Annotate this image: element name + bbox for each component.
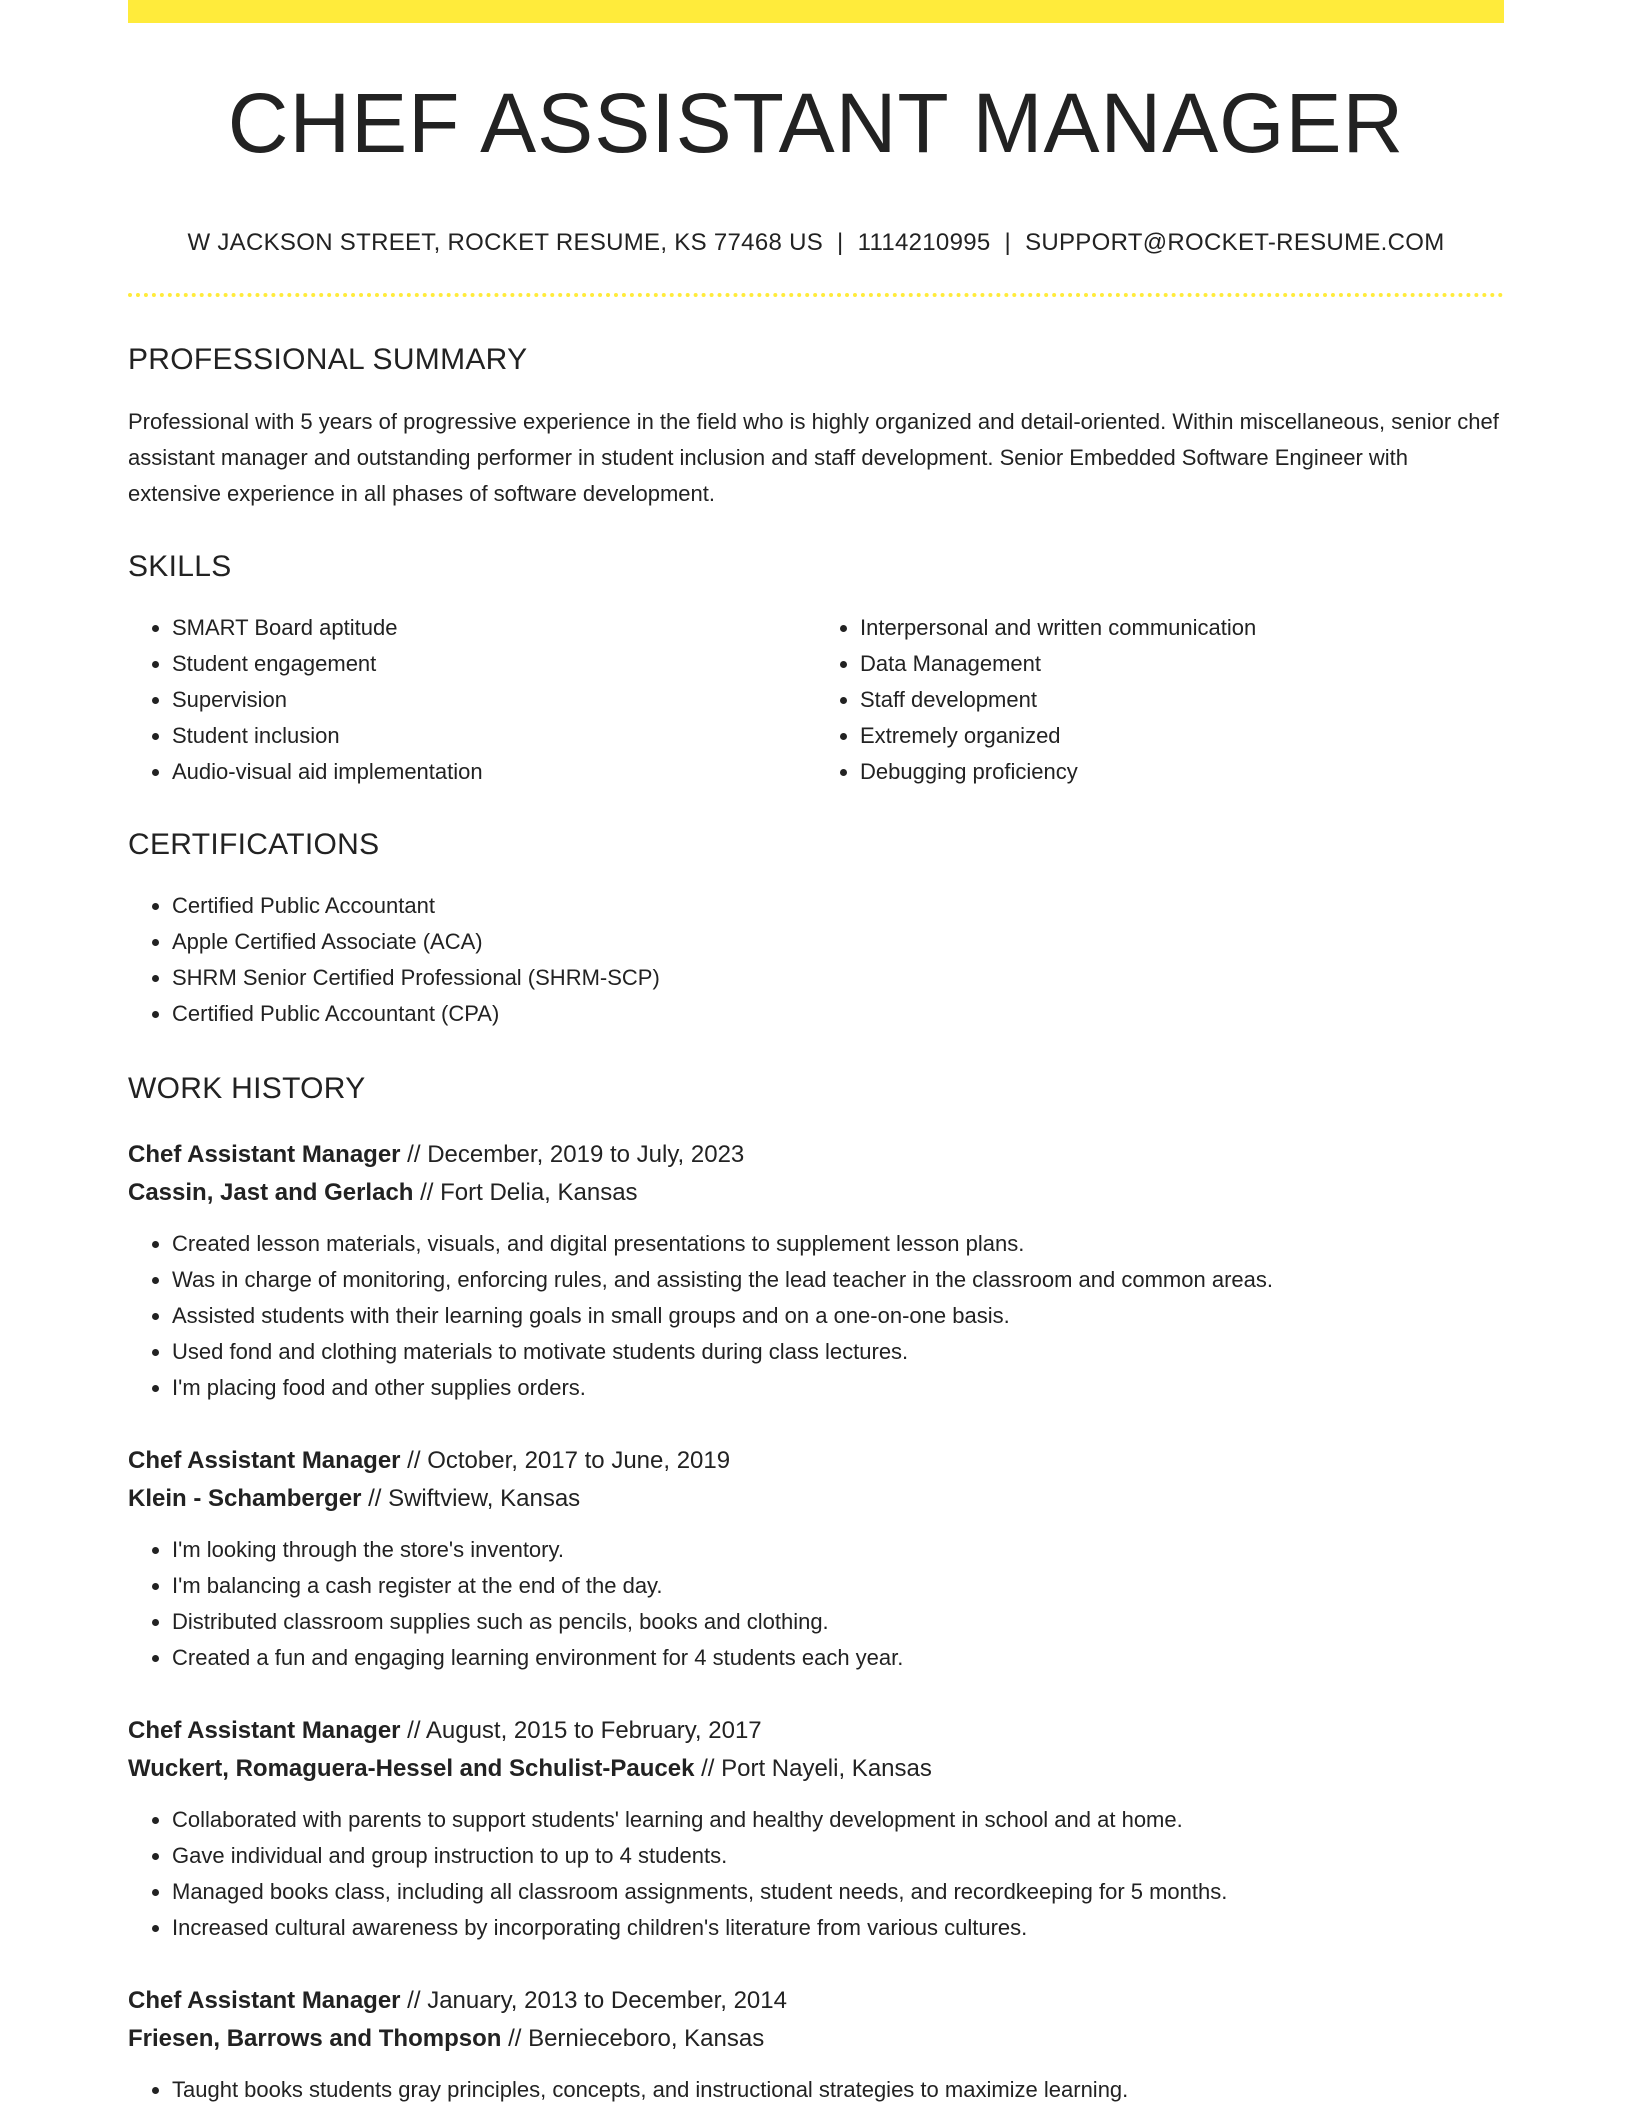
contact-address: W JACKSON STREET, ROCKET RESUME, KS 77468 US (187, 229, 824, 256)
job-role-line (128, 1442, 1504, 1480)
job-company-line (128, 1750, 1504, 1788)
certifications-heading: CERTIFICATIONS (128, 828, 380, 861)
job-bullet: • Created a fun and engaging learning environment for 4 students each year. (172, 1640, 1504, 1676)
job-bullet: • Taught books students gray principles, concepts, and instructional strategies to maximize learning. (172, 2072, 1504, 2108)
work-history-heading: WORK HISTORY (128, 1072, 366, 1105)
job-bullet: • Distributed classroom supplies such as pencils, books and clothing. (172, 1604, 1504, 1640)
certification-item: • Apple Certified Associate (ACA) (172, 924, 1504, 960)
skill-item: • Extremely organized (860, 718, 1504, 754)
job-bullets (128, 2072, 1504, 2108)
certification-item: • SHRM Senior Certified Professional (SHRM-SCP) (172, 960, 1504, 996)
job-dates: // August, 2015 to February, 2017 (400, 1717, 762, 1744)
skill-item: • Data Management (860, 646, 1504, 682)
job-entry (128, 1442, 1504, 1676)
skill-item: • SMART Board aptitude (172, 610, 816, 646)
job-role: Chef Assistant Manager (128, 1987, 401, 2014)
job-company: Friesen, Barrows and Thompson (128, 2025, 502, 2052)
job-location: // Swiftview, Kansas (361, 1485, 581, 1512)
job-bullet: • Created lesson materials, visuals, and digital presentations to supplement lesson plans. (172, 1226, 1504, 1262)
job-bullet: • I'm balancing a cash register at the end of the day. (172, 1568, 1504, 1604)
job-dates: // October, 2017 to June, 2019 (400, 1447, 731, 1474)
job-dates: // December, 2019 to July, 2023 (400, 1141, 745, 1168)
contact-email: SUPPORT@ROCKET-RESUME.COM (1025, 229, 1445, 256)
job-entry (128, 1982, 1504, 2108)
job-bullet: • Increased cultural awareness by incorporating children's literature from various cultures. (172, 1910, 1504, 1946)
job-bullet: • Used fond and clothing materials to motivate students during class lectures. (172, 1334, 1504, 1370)
skill-item: • Interpersonal and written communication (860, 610, 1504, 646)
job-bullet: • I'm placing food and other supplies orders. (172, 1370, 1504, 1406)
job-location: // Port Nayeli, Kansas (694, 1755, 932, 1782)
job-bullet: • Was in charge of monitoring, enforcing rules, and assisting the lead teacher in the classroom and common areas. (172, 1262, 1504, 1298)
resume-name: CHEF ASSISTANT MANAGER (227, 76, 1405, 170)
skill-item: • Debugging proficiency (860, 754, 1504, 790)
summary-heading: PROFESSIONAL SUMMARY (128, 343, 528, 376)
job-role: Chef Assistant Manager (128, 1141, 401, 1168)
skills-columns (128, 610, 1504, 790)
job-bullet: • Assisted students with their learning goals in small groups and on a one-on-one basis. (172, 1298, 1504, 1334)
job-bullet: • I'm looking through the store's inventory. (172, 1532, 1504, 1568)
skills-right-list (816, 610, 1504, 790)
job-company-line (128, 1174, 1504, 1212)
contact-separator: | (837, 229, 844, 256)
accent-top-bar (128, 0, 1504, 23)
job-entry (128, 1136, 1504, 1406)
certification-item: • Certified Public Accountant (172, 888, 1504, 924)
job-role: Chef Assistant Manager (128, 1717, 401, 1744)
job-location: // Fort Delia, Kansas (413, 1179, 638, 1206)
resume-page (128, 0, 1504, 2108)
skills-heading: SKILLS (128, 550, 232, 583)
contact-separator: | (1004, 229, 1012, 256)
job-entry (128, 1712, 1504, 1946)
job-company: Klein - Schamberger (128, 1485, 362, 1512)
job-bullets (128, 1226, 1504, 1406)
skills-left-list (128, 610, 816, 790)
job-role-line (128, 1136, 1504, 1174)
dotted-divider (128, 293, 1504, 297)
contact-phone: 1114210995 (857, 229, 991, 256)
summary-text: Professional with 5 years of progressive experience in the field who is highly organized and detail-oriented. Within miscellaneous, senior chef assistant manager and outstanding performer in student inclusion and staff development. Senior Embedded Software Engineer with extensive experience in all phases of software development. (128, 409, 1499, 506)
skill-item: • Staff development (860, 682, 1504, 718)
job-bullet: • Collaborated with parents to support students' learning and healthy development in school and at home. (172, 1802, 1504, 1838)
job-role-line (128, 1712, 1504, 1750)
certifications-list (128, 888, 1504, 1032)
job-company: Wuckert, Romaguera-Hessel and Schulist-Paucek (128, 1755, 695, 1782)
job-bullet: • Managed books class, including all classroom assignments, student needs, and recordkeeping for 5 months. (172, 1874, 1504, 1910)
job-location: // Bernieceboro, Kansas (501, 2025, 765, 2052)
job-bullets (128, 1802, 1504, 1946)
contact-line (128, 229, 1504, 257)
job-role: Chef Assistant Manager (128, 1447, 401, 1474)
skill-item: • Audio-visual aid implementation (172, 754, 816, 790)
job-bullet: • Gave individual and group instruction to up to 4 students. (172, 1838, 1504, 1874)
certification-item: • Certified Public Accountant (CPA) (172, 996, 1504, 1032)
job-dates: // January, 2013 to December, 2014 (400, 1987, 787, 2014)
job-role-line (128, 1982, 1504, 2020)
job-bullets (128, 1532, 1504, 1676)
skill-item: • Supervision (172, 682, 816, 718)
skill-item: • Student inclusion (172, 718, 816, 754)
job-company: Cassin, Jast and Gerlach (128, 1179, 414, 1206)
job-company-line (128, 1480, 1504, 1518)
skill-item: • Student engagement (172, 646, 816, 682)
job-company-line (128, 2020, 1504, 2058)
